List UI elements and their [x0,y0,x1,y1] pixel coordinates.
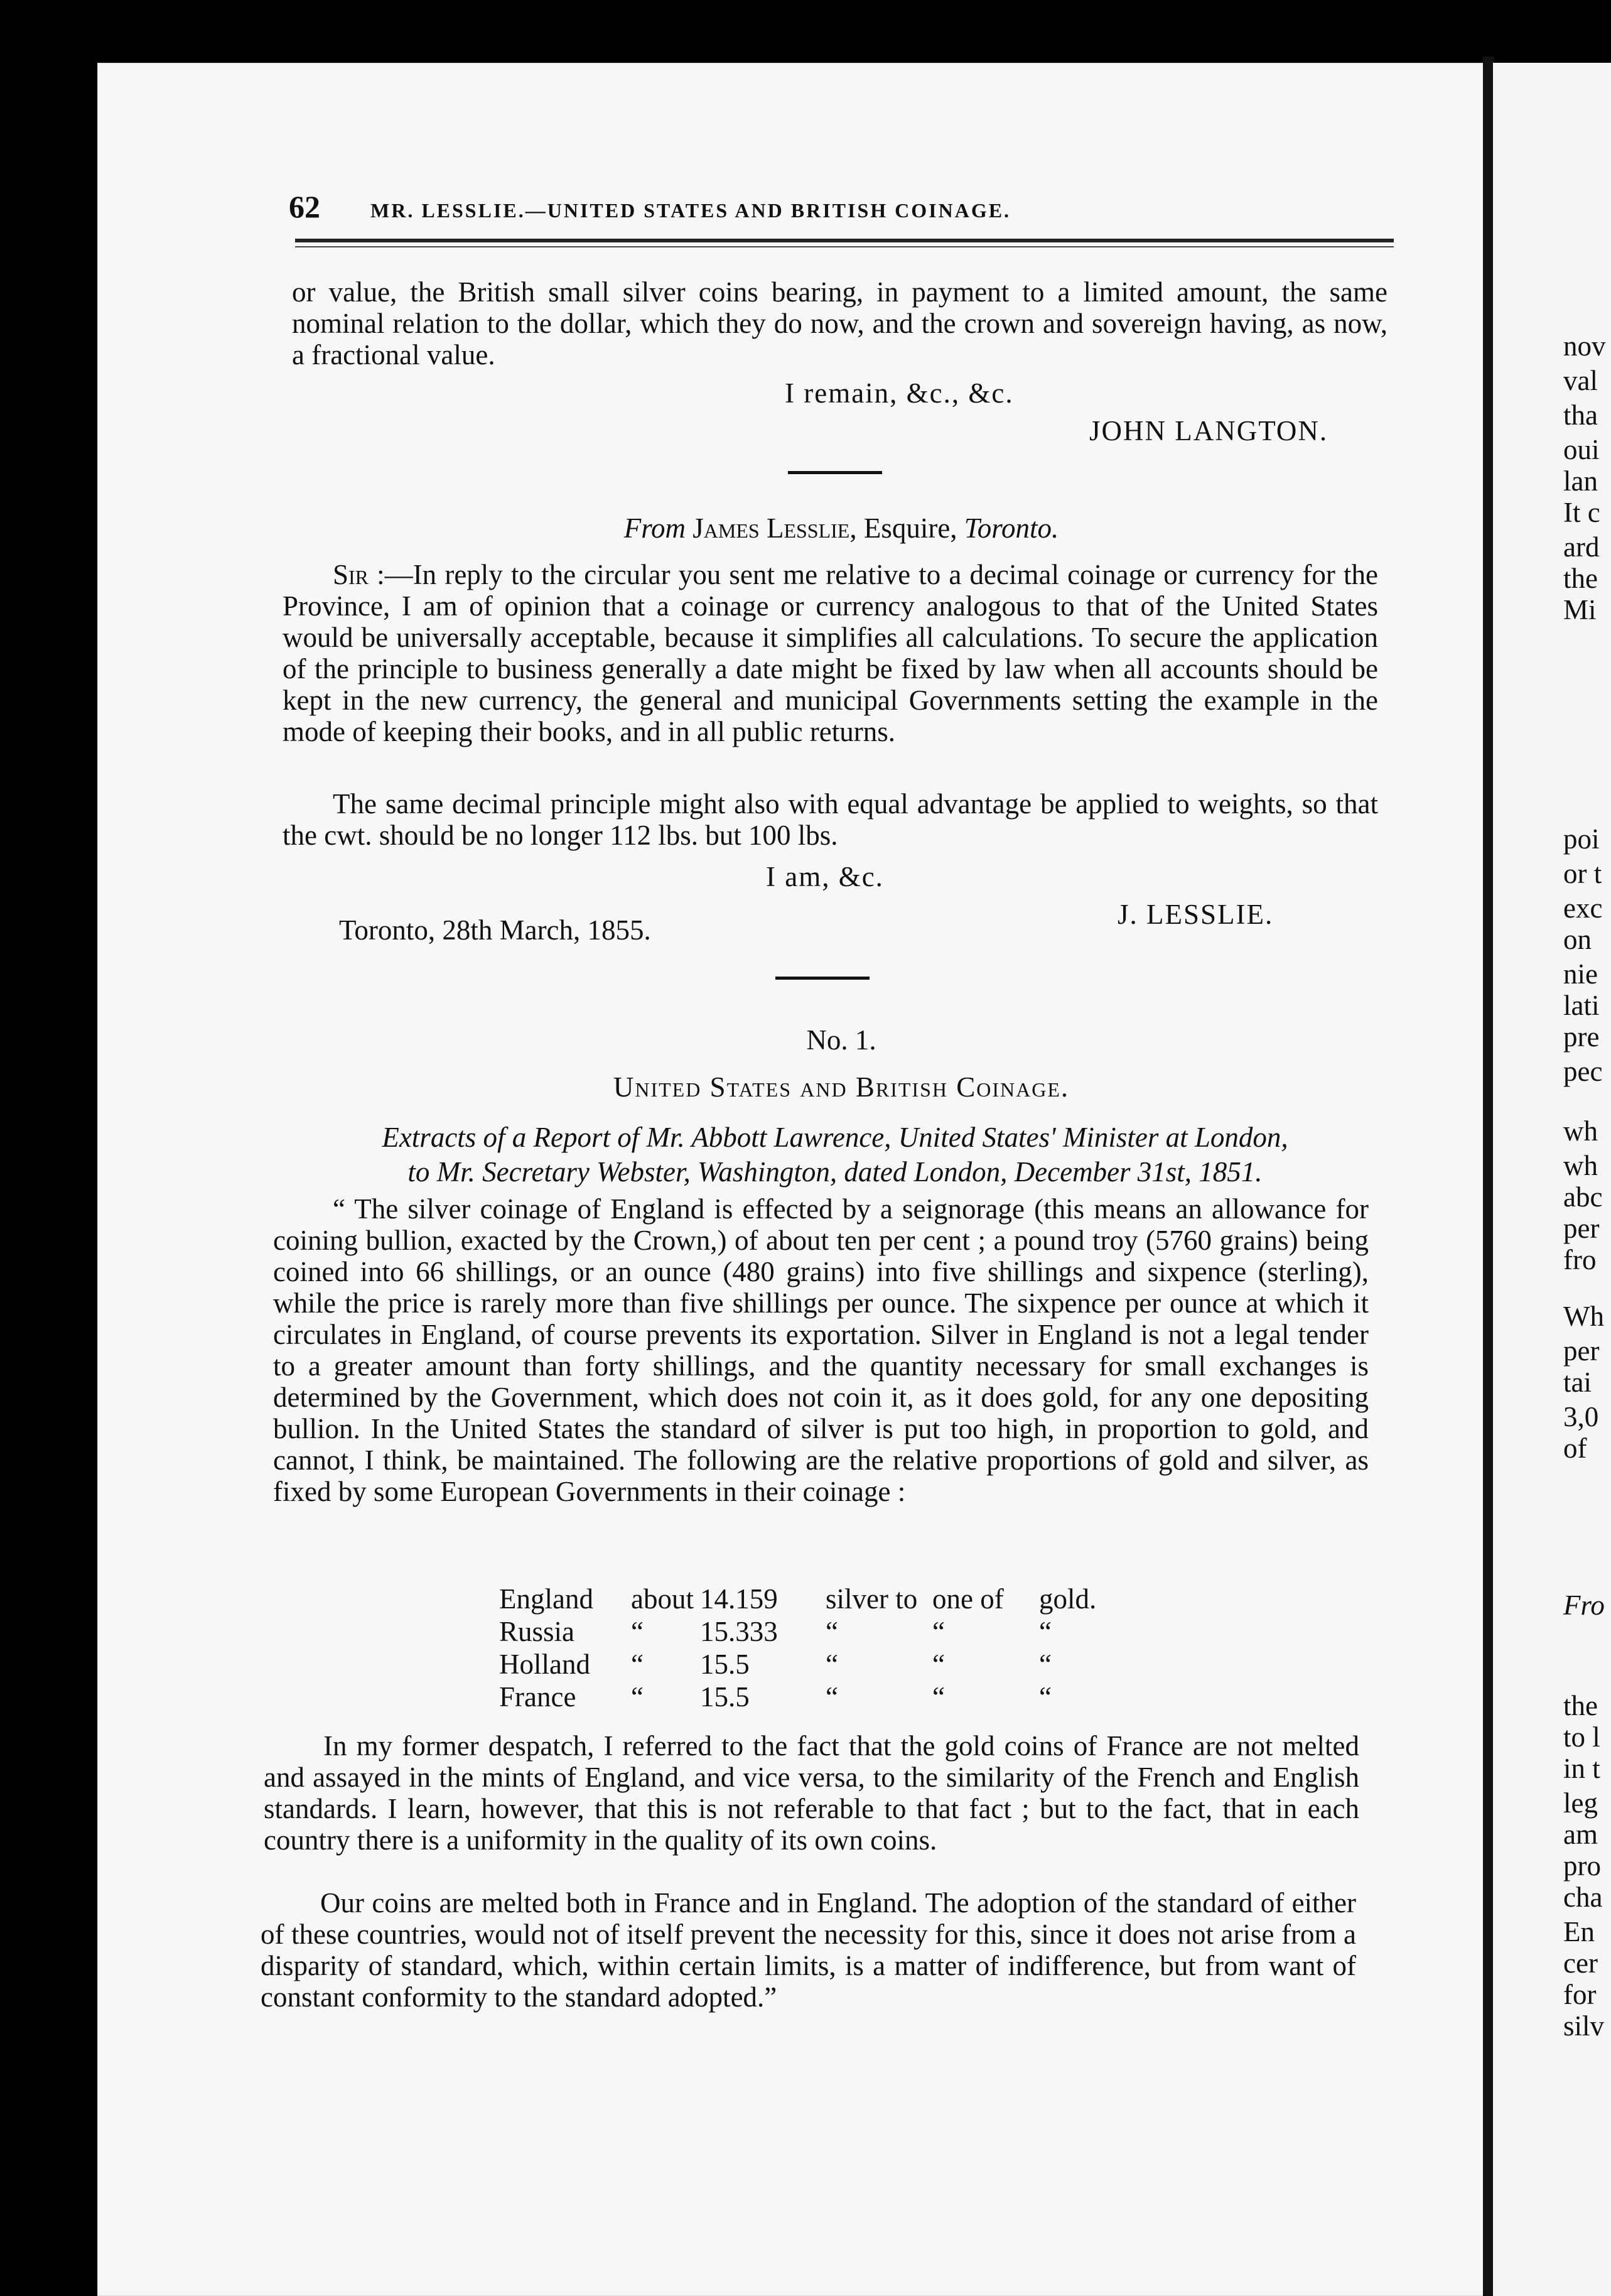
table-row [499,1648,1096,1681]
table-cell: gold. [1039,1583,1097,1615]
right-page-fragment: leg [1563,1787,1598,1819]
right-page-fragment: It c [1563,497,1600,528]
lesslie-paragraph-2: The same decimal principle might also with equal advantage be applied to weights, so that the cwt. should be no longer 112 lbs. but 100 lbs. [283,788,1378,851]
extract-line-2: to Mr. Secretary Webster, Washington, dated London, December 31st, 1851. [407,1156,1263,1188]
langton-signature: JOHN LANGTON. [1089,415,1328,447]
right-page-fragment: pec [1563,1056,1603,1087]
right-page-fragment: Fro [1563,1589,1605,1621]
table-cell: “ [932,1649,945,1680]
table-cell: “ [1039,1616,1052,1647]
page-number: 62 [289,189,320,224]
proportions-table [499,1583,1096,1713]
table-cell: “ [826,1649,838,1680]
lesslie-heading [295,512,1387,544]
table-cell: about [631,1583,694,1615]
table-cell: “ [826,1681,838,1713]
right-page-fragment: cha [1563,1882,1603,1913]
right-page-fragment: lati [1563,990,1600,1021]
right-page-fragment: pro [1563,1850,1601,1882]
right-page-fragment: 3,0 [1563,1401,1599,1432]
table-cell: Russia [499,1616,575,1647]
lesslie-paragraph-1 [283,559,1378,747]
header-rule-thin [295,246,1394,247]
table-cell: France [499,1681,576,1713]
right-page-fragment: fro [1563,1244,1597,1275]
table-cell: “ [1039,1681,1052,1713]
right-page-fragment: the [1563,1690,1598,1721]
right-page-fragment: the [1563,563,1598,594]
right-page-fragment: for [1563,1979,1597,2010]
right-page-fragment: on [1563,924,1592,955]
right-page-fragment: exc [1563,892,1603,924]
right-page-fragment: nov [1563,330,1606,362]
right-page-fragment: lan [1563,465,1598,497]
right-page-fragment: of [1563,1432,1587,1464]
lesslie-para1-text: —In reply to the circular you sent me relative to a decimal coinage or currency for the Province, I am of opinion that a coinage or currency analogous to that of the United States would be universally acceptable, because it simplifies all calculations. To secure the application of the principle to business generally a date might be fixed by law when all accounts should be kept in the new currency, the general and municipal Governments setting the example in the mode of keeping their books, and in all public returns. [283,559,1378,747]
right-page-fragment: ard [1563,531,1600,563]
lesslie-signature: J. LESSLIE. [1118,899,1274,930]
right-page-fragment: tai [1563,1367,1592,1398]
table-cell: England [499,1583,593,1615]
report-paragraph-1: “ The silver coinage of England is effected by a seignorage (this means an allowance for coining bullion, exacted by the Crown,) of about ten per cent ; a pound troy (5760 grains) being coined into 66 shillings, or an ounce (480 grains) into five shillings and sixpence (sterling), while the price is rarely more than five shillings per ounce. The sixpence per ounce at which it circulates in England, of course prevents its exportation. Silver in England is not a legal tender to a greater amount than forty shillings, and the quantity necessary for small exchanges is determined by the Government, which does not coin it, as it does gold, for any one depositing bullion. In the United States the standard of silver is put too high, in proportion to gold, and cannot, I think, be maintained. The following are the relative proportions of gold and silver, as fixed by some European Governments in their coinage : [273,1193,1369,1507]
right-page-fragment: per [1563,1335,1600,1367]
right-page-fragment: cer [1563,1947,1598,1979]
table-cell: one of [932,1583,1004,1615]
table-cell: 15.5 [700,1649,750,1680]
heading-from: From [623,512,686,544]
heading-name: James Lesslie, [692,512,857,544]
section-divider [788,471,882,474]
running-title: MR. LESSLIE.—UNITED STATES AND BRITISH COINAGE. [370,199,1011,222]
lesslie-closing: I am, &c. [766,861,884,892]
table-cell: silver to [826,1583,918,1615]
report-paragraph-2: In my former despatch, I referred to the fact that the gold coins of France are not melted and assayed in the mints of England, and vice versa, to the similarity of the French and English standards. I learn, however, that this is not referable to that fact ; but to the fact, that in each country there is a uniformity in the quality of its own coins. [264,1730,1359,1856]
table-cell: Holland [499,1649,590,1680]
table-cell: 14.159 [700,1583,778,1615]
right-page-fragment: val [1563,365,1598,396]
right-page-fragment: wh [1563,1115,1598,1147]
right-page-fragment: or t [1563,858,1602,889]
table-cell: “ [1039,1649,1052,1680]
salutation: Sir : [333,559,385,590]
right-page-fragment: am [1563,1819,1598,1850]
right-page-fragment: Wh [1563,1301,1604,1332]
right-page-fragment: tha [1563,399,1598,431]
langton-closing: I remain, &c., &c. [785,377,1014,409]
right-page-fragment: pre [1563,1021,1600,1053]
table-cell: “ [631,1681,644,1713]
section-divider-2 [775,977,870,980]
table-cell: “ [932,1616,945,1647]
right-page-fragment: oui [1563,434,1600,465]
table-row [499,1615,1096,1648]
document-title: United States and British Coinage. [613,1071,1070,1103]
page-header [289,188,1419,225]
table-cell: 15.5 [700,1681,750,1713]
right-page-fragment: in t [1563,1753,1600,1784]
table-cell: “ [631,1649,644,1680]
langton-continuation: or value, the British small silver coins bearing, in payment to a limited amount, the same nominal relation to the dollar, which they do now, and the crown and sovereign having, as now, a fractional value. [292,276,1387,371]
right-page-fragment: to l [1563,1721,1600,1753]
right-page-fragment: nie [1563,958,1598,990]
header-rule [295,239,1394,242]
heading-place: Toronto. [964,512,1059,544]
right-page-fragment: Mi [1563,594,1597,625]
table-cell: “ [631,1616,644,1647]
table-cell: “ [932,1681,945,1713]
right-page-fragment: En [1563,1916,1595,1947]
heading-esquire: Esquire, [863,512,957,544]
right-page-fragment: per [1563,1213,1600,1244]
extract-line-1: Extracts of a Report of Mr. Abbott Lawrence, United States' Minister at London, [382,1122,1288,1153]
table-row [499,1583,1096,1615]
document-number: No. 1. [806,1024,876,1056]
lesslie-date: Toronto, 28th March, 1855. [339,914,651,946]
right-page-fragment: poi [1563,823,1600,855]
report-paragraph-3: Our coins are melted both in France and in England. The adoption of the standard of either of these countries, would not of itself prevent the necessity for this, since it does not arise from a disparity of standard, which, within certain limits, is a matter of indifference, but from want of constant conformity to the standard adopted.” [261,1887,1356,2013]
right-page-fragment: silv [1563,2010,1605,2042]
table-cell: “ [826,1616,838,1647]
table-cell: 15.333 [700,1616,778,1647]
right-page-fragment: wh [1563,1150,1598,1181]
table-row [499,1681,1096,1713]
right-page-fragment: abc [1563,1181,1603,1213]
